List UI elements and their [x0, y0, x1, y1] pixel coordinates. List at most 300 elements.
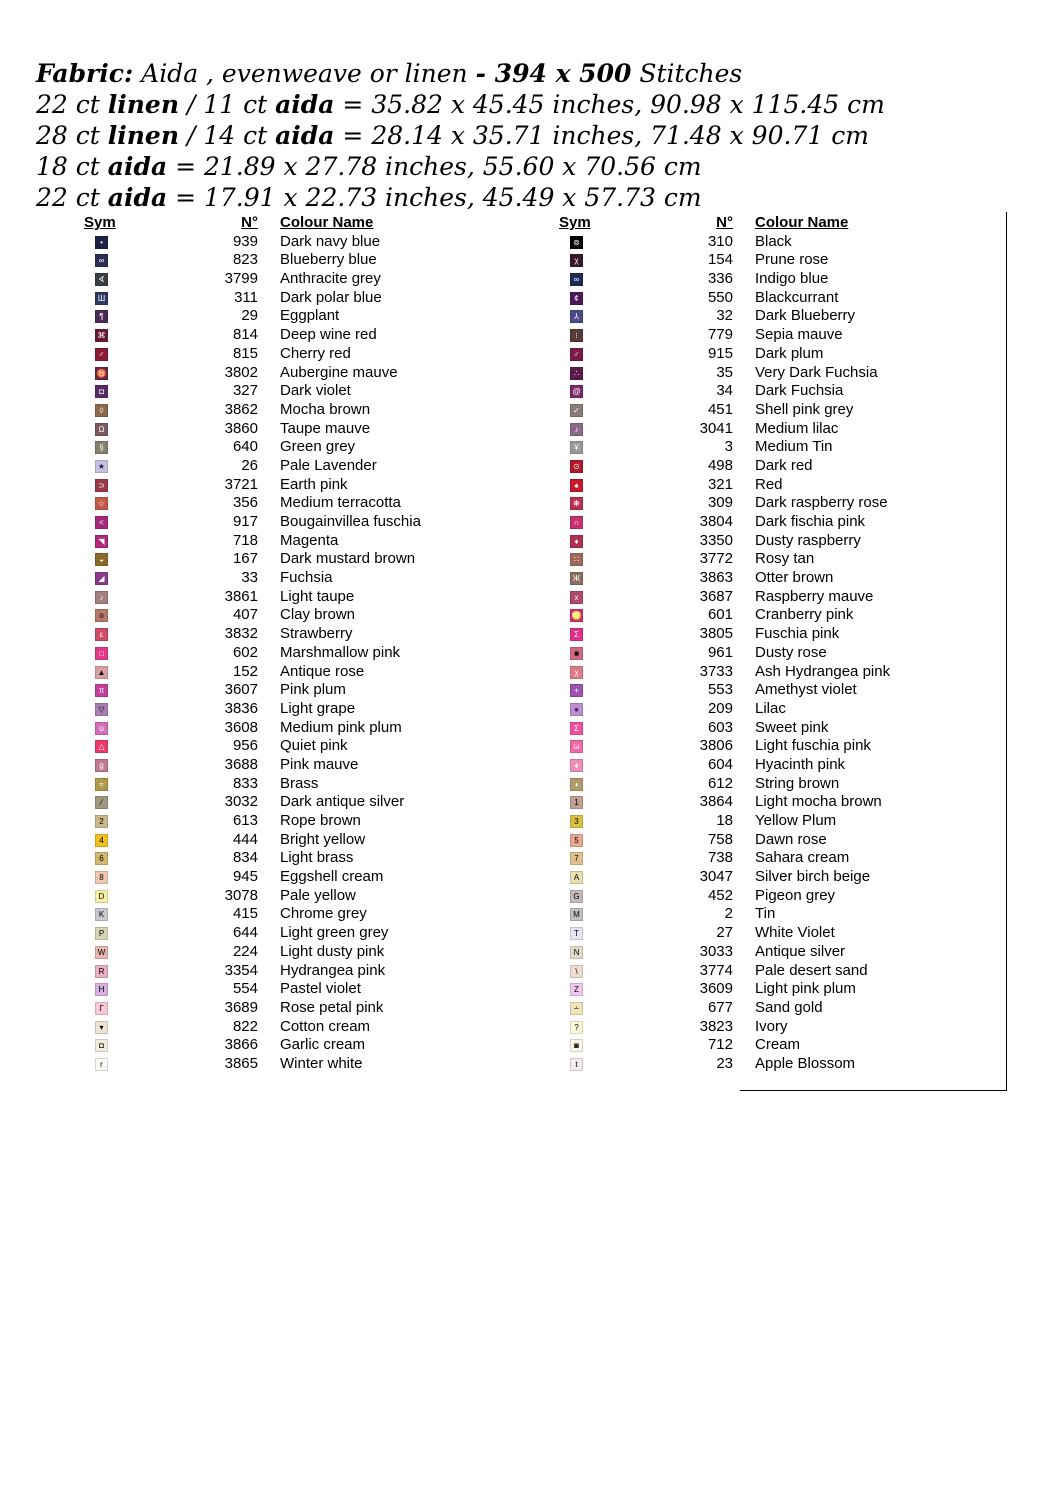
- border-tick: [1006, 1058, 1007, 1070]
- symbol-swatch: ∩: [570, 516, 583, 529]
- border-tick: [1006, 814, 1007, 826]
- colour-number: 3774: [699, 961, 733, 979]
- symbol-swatch: Г: [95, 1002, 108, 1015]
- colour-number: 3: [724, 438, 733, 456]
- table-row: [545, 364, 1015, 383]
- colour-number: 712: [707, 1036, 733, 1054]
- table-row: [70, 606, 540, 625]
- size-text: = 35.82 x 45.45 inches, 90.98 x 115.45 cm: [334, 90, 885, 119]
- colour-number: 758: [707, 830, 733, 848]
- border-tick: [1006, 403, 1007, 415]
- size-text: = 17.91 x 22.73 inches, 45.49 x 57.73 cm: [167, 183, 702, 212]
- colour-name: Chrome grey: [280, 905, 367, 923]
- border-tick: [1006, 1020, 1007, 1032]
- colour-number: 3865: [224, 1054, 258, 1072]
- colour-number: 452: [707, 886, 733, 904]
- symbol-swatch: 6: [95, 852, 108, 865]
- colour-number: 23: [716, 1054, 733, 1072]
- border-tick: [1006, 440, 1007, 452]
- symbol-swatch: <: [95, 516, 108, 529]
- colour-name: Medium terracotta: [280, 494, 401, 512]
- colour-number: 602: [232, 643, 258, 661]
- table-row: [70, 775, 540, 794]
- symbol-swatch: +: [570, 684, 583, 697]
- table-row: [70, 457, 540, 476]
- colour-number: 3772: [699, 550, 733, 568]
- table-row: [70, 943, 540, 962]
- symbol-swatch: ⅄: [570, 310, 583, 323]
- table-row: [70, 476, 540, 495]
- colour-name: Light fuschia pink: [755, 737, 871, 755]
- colour-number: 311: [234, 288, 258, 306]
- colour-number: 3864: [699, 793, 733, 811]
- colour-name: White Violet: [755, 924, 835, 942]
- colour-number: 3608: [224, 718, 258, 736]
- colour-name-column-header: Colour Name: [280, 214, 374, 231]
- symbol-swatch: 3: [570, 815, 583, 828]
- sym-column-header: Sym: [84, 214, 116, 231]
- symbol-swatch: ∸: [570, 1002, 583, 1015]
- border-tick: [1006, 1076, 1007, 1088]
- colour-name: Dark raspberry rose: [755, 494, 888, 512]
- table-row: [70, 420, 540, 439]
- table-row: [70, 644, 540, 663]
- aida-label: aida: [107, 152, 168, 181]
- table-row: [545, 793, 1015, 812]
- colour-name: Pale Lavender: [280, 456, 377, 474]
- symbol-swatch: 8: [95, 871, 108, 884]
- colour-number: 3687: [699, 587, 733, 605]
- colour-number: 612: [707, 774, 733, 792]
- colour-name: Cherry red: [280, 344, 351, 362]
- colour-number: 154: [707, 251, 733, 269]
- colour-name: Dark mustard brown: [280, 550, 416, 568]
- colour-number: 956: [232, 737, 258, 755]
- colour-name: Quiet pink: [280, 737, 348, 755]
- colour-name: Dawn rose: [755, 830, 827, 848]
- border-tick: [1006, 964, 1007, 976]
- colour-name: Blackcurrant: [755, 288, 839, 306]
- table-row: [545, 251, 1015, 270]
- symbol-swatch: ∴: [570, 367, 583, 380]
- border-tick: [1006, 833, 1007, 845]
- symbol-swatch: ▽: [95, 703, 108, 716]
- table-row: [70, 251, 540, 270]
- table-row: [545, 233, 1015, 252]
- symbol-swatch: o: [95, 609, 108, 622]
- table-row: [545, 868, 1015, 887]
- table-row: [545, 924, 1015, 943]
- symbol-swatch: ♦: [570, 535, 583, 548]
- colour-number: 3350: [699, 531, 733, 549]
- table-row: [545, 569, 1015, 588]
- table-row: [70, 663, 540, 682]
- symbol-swatch: G: [570, 890, 583, 903]
- colour-name: Brass: [280, 774, 319, 792]
- symbol-swatch: N: [570, 946, 583, 959]
- symbol-swatch: ◒: [95, 553, 108, 566]
- table-row: [545, 962, 1015, 981]
- symbol-swatch: M: [570, 908, 583, 921]
- table-row: [70, 1018, 540, 1037]
- symbol-swatch: 1: [570, 796, 583, 809]
- colour-name: Deep wine red: [280, 326, 377, 344]
- colour-number: 321: [707, 475, 733, 493]
- table-row: [70, 364, 540, 383]
- colour-number: 26: [241, 456, 258, 474]
- colour-number: 3041: [699, 419, 733, 437]
- colour-name-column-header: Colour Name: [755, 214, 849, 231]
- colour-number: 603: [707, 718, 733, 736]
- table-row: [545, 494, 1015, 513]
- symbol-swatch: ◥: [95, 535, 108, 548]
- table-row: [545, 420, 1015, 439]
- symbol-swatch: □: [95, 647, 108, 660]
- border-tick: [1006, 758, 1007, 770]
- table-row: [545, 644, 1015, 663]
- table-row: [545, 625, 1015, 644]
- colour-number: 224: [232, 942, 258, 960]
- table-row: [70, 532, 540, 551]
- border-tick: [1006, 796, 1007, 808]
- symbol-swatch: ♠: [570, 479, 583, 492]
- table-row: [70, 494, 540, 513]
- symbol-swatch: Σ: [570, 628, 583, 641]
- symbol-swatch: Σ: [570, 722, 583, 735]
- symbol-swatch: ■: [570, 647, 583, 660]
- stitches-label: Stitches: [631, 59, 743, 88]
- border-tick: [1006, 684, 1007, 696]
- symbol-swatch: ♂: [95, 348, 108, 361]
- symbol-swatch: χ: [570, 666, 583, 679]
- colour-name: Anthracite grey: [280, 270, 381, 288]
- colour-name: Pink mauve: [280, 755, 359, 773]
- colour-number: 601: [707, 606, 733, 624]
- colour-number: 3863: [699, 569, 733, 587]
- colour-number: 3806: [699, 737, 733, 755]
- symbol-swatch: △: [95, 740, 108, 753]
- sym-column-header: Sym: [559, 214, 591, 231]
- size-line-22ct-linen: [36, 89, 885, 120]
- symbol-swatch: Ш: [95, 292, 108, 305]
- colour-number: 779: [707, 326, 733, 344]
- border-tick: [1006, 702, 1007, 714]
- table-row: [545, 588, 1015, 607]
- colour-name: Sand gold: [755, 998, 823, 1016]
- table-row: [545, 606, 1015, 625]
- colour-number: 29: [241, 307, 258, 325]
- symbol-swatch: ♉: [96, 368, 107, 378]
- colour-name: Bougainvillea fuschia: [280, 513, 421, 530]
- aida-label: aida: [275, 90, 335, 119]
- table-row: [70, 625, 540, 644]
- colour-number: 451: [707, 400, 733, 418]
- colour-name: Dark violet: [280, 382, 351, 400]
- colour-number: 2: [724, 905, 733, 923]
- colour-number: 677: [707, 998, 733, 1016]
- table-row: [70, 737, 540, 756]
- table-row: [70, 812, 540, 831]
- colour-name: Dark plum: [755, 344, 824, 362]
- colour-name: Sweet pink: [755, 718, 829, 736]
- symbol-swatch: T: [570, 927, 583, 940]
- colour-name: Pastel violet: [280, 980, 361, 998]
- symbol-swatch: x: [570, 591, 583, 604]
- colour-name: Light mocha brown: [755, 793, 882, 811]
- size-line-22ct-aida: [36, 182, 885, 213]
- colour-number: 640: [232, 438, 258, 456]
- colour-number: 444: [232, 830, 258, 848]
- table-row: [545, 532, 1015, 551]
- colour-name: Pigeon grey: [755, 886, 836, 904]
- table-row: [545, 887, 1015, 906]
- table-row: [545, 943, 1015, 962]
- border-tick: [1006, 721, 1007, 733]
- colour-name: Otter brown: [755, 569, 834, 587]
- colour-number: 3733: [699, 662, 733, 680]
- symbol-swatch: H: [95, 983, 108, 996]
- symbol-swatch: 4: [95, 834, 108, 847]
- table-row: [545, 719, 1015, 738]
- table-row: [70, 849, 540, 868]
- border-tick: [1006, 945, 1007, 957]
- colour-name: Antique silver: [755, 942, 846, 960]
- border-tick: [1006, 553, 1007, 565]
- border-tick: [1006, 497, 1007, 509]
- symbol-swatch: ε: [95, 628, 108, 641]
- symbol-swatch: ☆: [95, 497, 108, 510]
- table-row: [545, 345, 1015, 364]
- left-colour-table: [70, 214, 540, 1074]
- table-row: [545, 382, 1015, 401]
- symbol-swatch: @: [570, 385, 583, 398]
- colour-name: Garlic cream: [280, 1036, 366, 1054]
- table-row: [70, 756, 540, 775]
- aida-label: aida: [275, 121, 335, 150]
- colour-number: 945: [232, 868, 258, 886]
- border-tick: [1006, 590, 1007, 602]
- table-row: [545, 270, 1015, 289]
- symbol-swatch: ∞: [570, 273, 583, 286]
- colour-number: 823: [232, 251, 258, 269]
- colour-name: Lilac: [755, 699, 786, 717]
- symbol-swatch: ⊃: [95, 479, 108, 492]
- colour-number: 3078: [224, 886, 258, 904]
- table-row: [545, 812, 1015, 831]
- symbol-swatch: ♪: [570, 423, 583, 436]
- colour-number: 309: [707, 494, 733, 512]
- table-row: [70, 382, 540, 401]
- colour-name: Medium Tin: [755, 438, 833, 456]
- symbol-swatch: §: [95, 441, 108, 454]
- colour-name: Light brass: [280, 849, 354, 867]
- count-text: / 14 ct: [179, 121, 276, 150]
- table-row: [545, 1036, 1015, 1055]
- colour-number: 3805: [699, 625, 733, 643]
- table-row: [545, 849, 1015, 868]
- symbol-swatch: W: [95, 946, 108, 959]
- colour-number: 738: [707, 849, 733, 867]
- size-line-18ct-aida: [36, 151, 885, 182]
- border-tick: [1006, 908, 1007, 920]
- left-rows: [70, 233, 540, 1074]
- colour-name: Eggshell cream: [280, 868, 384, 886]
- table-row: [70, 962, 540, 981]
- fabric-label: Fabric:: [36, 59, 134, 88]
- colour-name: Pale yellow: [280, 886, 356, 904]
- colour-name: Sepia mauve: [755, 326, 843, 344]
- colour-number: 550: [707, 288, 733, 306]
- colour-number: 815: [232, 344, 258, 362]
- colour-number: 32: [716, 307, 733, 325]
- symbol-swatch: \: [570, 965, 583, 978]
- table-row: [545, 326, 1015, 345]
- colour-name: Fuchsia: [280, 569, 333, 587]
- symbol-swatch: ⁝: [570, 329, 583, 342]
- colour-number: 498: [707, 456, 733, 474]
- border-tick: [1006, 927, 1007, 939]
- colour-name: Dark Fuchsia: [755, 382, 844, 400]
- colour-number: 327: [232, 382, 258, 400]
- symbol-swatch: ¢: [570, 292, 583, 305]
- border-tick: [1006, 291, 1007, 303]
- border-tick: [1006, 253, 1007, 265]
- colour-number: 814: [232, 326, 258, 344]
- colour-number: 356: [232, 494, 258, 512]
- linen-label: linen: [107, 121, 180, 150]
- table-row: [70, 588, 540, 607]
- colour-name: Dark red: [755, 456, 813, 474]
- stitch-count: - 394 x 500: [475, 59, 632, 88]
- linen-label: linen: [107, 90, 180, 119]
- colour-number: 3866: [224, 1036, 258, 1054]
- table-row: [70, 289, 540, 308]
- colour-number: 336: [707, 270, 733, 288]
- colour-name: Apple Blossom: [755, 1054, 856, 1072]
- symbol-swatch: A: [570, 871, 583, 884]
- colour-name: Dark antique silver: [280, 793, 405, 811]
- border-tick: [1006, 609, 1007, 621]
- colour-name: Red: [755, 475, 783, 493]
- border-tick: [1006, 665, 1007, 677]
- table-row: [545, 831, 1015, 850]
- border-tick: [1006, 1001, 1007, 1013]
- symbol-swatch: ◙: [570, 1039, 583, 1052]
- colour-number: 915: [707, 344, 733, 362]
- border-tick: [1006, 852, 1007, 864]
- symbol-swatch: ▾: [95, 1021, 108, 1034]
- border-tick: [1006, 216, 1007, 228]
- colour-number: 18: [716, 812, 733, 829]
- colour-number: 3689: [224, 998, 258, 1016]
- symbol-swatch: 2: [95, 815, 108, 828]
- symbol-swatch: ʊ: [95, 722, 108, 735]
- symbol-swatch: •: [95, 236, 108, 249]
- border-tick: [1006, 871, 1007, 883]
- table-row: [70, 980, 540, 999]
- table-row: [545, 513, 1015, 532]
- symbol-swatch: ❋: [570, 497, 583, 510]
- colour-name: Rose petal pink: [280, 998, 384, 1016]
- table-row: [70, 326, 540, 345]
- colour-name: Prune rose: [755, 251, 829, 269]
- number-column-header: N°: [716, 214, 733, 231]
- colour-name: String brown: [755, 774, 840, 792]
- border-tick: [1006, 235, 1007, 247]
- symbol-swatch: r: [95, 1058, 108, 1071]
- colour-name: Tin: [755, 905, 776, 923]
- symbol-swatch: ▲: [95, 666, 108, 679]
- colour-number: 407: [232, 606, 258, 624]
- symbol-swatch: ⌘: [95, 329, 108, 342]
- table-row: [70, 307, 540, 326]
- border-tick: [1006, 889, 1007, 901]
- colour-number: 3802: [224, 363, 258, 381]
- border-tick: [1006, 515, 1007, 527]
- table-row: [70, 905, 540, 924]
- symbol-swatch: ω: [570, 740, 583, 753]
- table-row: [545, 756, 1015, 775]
- table-row: [545, 438, 1015, 457]
- colour-name: Hyacinth pink: [755, 755, 846, 773]
- colour-number: 3032: [224, 793, 258, 811]
- colour-number: 3033: [699, 942, 733, 960]
- colour-number: 3832: [224, 625, 258, 643]
- table-row: [70, 887, 540, 906]
- colour-number: 3688: [224, 755, 258, 773]
- border-tick: [1006, 328, 1007, 340]
- colour-name: Taupe mauve: [280, 419, 371, 437]
- colour-number: 833: [232, 774, 258, 792]
- colour-name: Dusty raspberry: [755, 531, 861, 549]
- table-row: [70, 999, 540, 1018]
- colour-number: 644: [232, 924, 258, 942]
- table-row: [545, 550, 1015, 569]
- table-row: [545, 905, 1015, 924]
- count-text: 22 ct: [36, 183, 108, 212]
- count-text: 18 ct: [36, 152, 108, 181]
- symbol-swatch: g: [95, 759, 108, 772]
- colour-name: Fuschia pink: [755, 625, 840, 643]
- colour-name: Amethyst violet: [755, 681, 857, 699]
- table-row: [545, 401, 1015, 420]
- table-row: [545, 980, 1015, 999]
- symbol-swatch: π: [95, 684, 108, 697]
- colour-name: Hydrangea pink: [280, 961, 386, 979]
- colour-name: Winter white: [280, 1054, 363, 1072]
- colour-name: Eggplant: [280, 307, 340, 325]
- symbol-swatch: t: [570, 1058, 583, 1071]
- symbol-swatch: ∢: [95, 273, 108, 286]
- colour-name: Cream: [755, 1036, 801, 1054]
- colour-name: Strawberry: [280, 625, 353, 643]
- table-row: [70, 401, 540, 420]
- symbol-swatch: ⊙: [570, 460, 583, 473]
- symbol-swatch: ⊚: [570, 236, 583, 249]
- symbol-swatch: ◢: [95, 572, 108, 585]
- symbol-swatch: ◘: [95, 385, 108, 398]
- symbol-swatch: ⁄: [95, 796, 108, 809]
- symbol-swatch: ♌: [571, 611, 582, 621]
- table-row: [70, 233, 540, 252]
- border-tick: [1006, 478, 1007, 490]
- colour-name: Light green grey: [280, 924, 389, 942]
- table-row: [545, 775, 1015, 794]
- colour-name: Light dusty pink: [280, 942, 385, 960]
- colour-name: Shell pink grey: [755, 400, 854, 418]
- colour-name: Rosy tan: [755, 550, 815, 568]
- fabric-line: [36, 58, 885, 89]
